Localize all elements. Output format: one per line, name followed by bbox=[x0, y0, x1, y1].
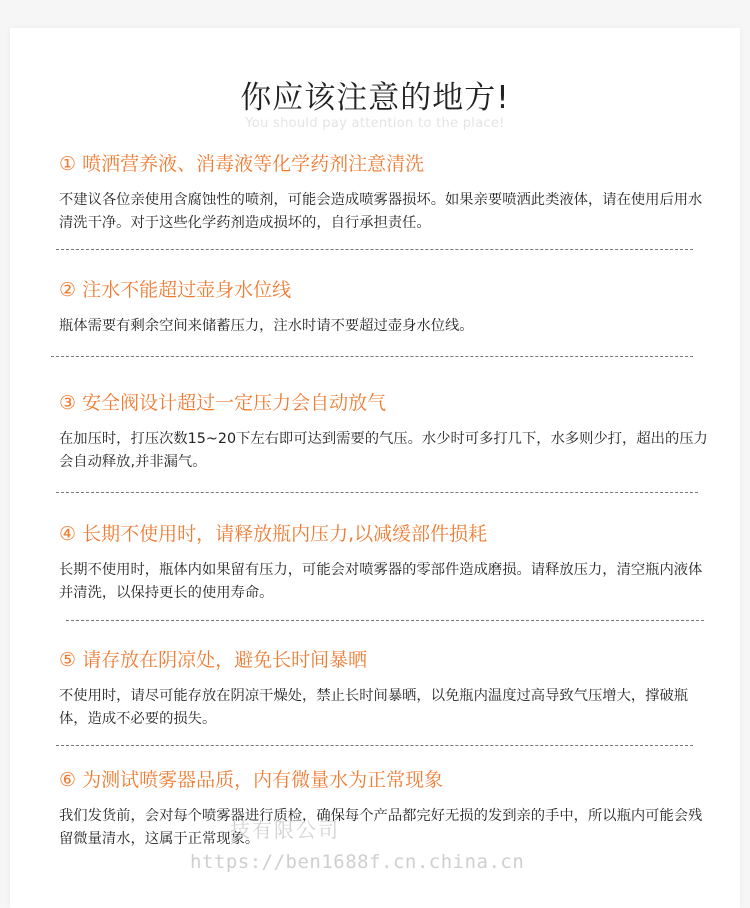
page-title: 你应该注意的地方! bbox=[240, 80, 510, 116]
notice-section-5 bbox=[59, 647, 709, 731]
notice-title-2: ② 注水不能超过壶身水位线 bbox=[59, 279, 292, 301]
notice-body-6: 我们发货前，会对每个喷雾器进行质检，确保每个产品都完好无损的发到亲的手中，所以瓶内可能会残留微量清水，这属于正常现象。 bbox=[59, 808, 703, 847]
notice-body-2: 瓶体需要有剩余空间来储蓄压力，注水时请不要超过壶身水位线。 bbox=[59, 318, 474, 334]
notice-title-3: ③ 安全阀设计超过一定压力会自动放气 bbox=[59, 392, 387, 414]
notice-section-1 bbox=[59, 151, 709, 235]
notice-body-5: 不使用时，请尽可能存放在阴凉干燥处，禁止长时间暴晒，以免瓶内温度过高导致气压增大，撑破瓶体，造成不必要的损失。 bbox=[59, 688, 689, 727]
notice-title-6: ⑥ 为测试喷雾器品质，内有微量水为正常现象 bbox=[59, 769, 444, 791]
notice-title-4: ④ 长期不使用时，请释放瓶内压力,以减缓部件损耗 bbox=[59, 523, 488, 545]
divider-2 bbox=[51, 356, 693, 357]
divider-3 bbox=[56, 492, 698, 493]
notice-body-4: 长期不使用时，瓶体内如果留有压力，可能会对喷雾器的零部件造成磨损。请释放压力，清空瓶内液体并清洗，以保持更长的使用寿命。 bbox=[59, 562, 703, 601]
notice-section-2 bbox=[59, 277, 709, 338]
page-subtitle: You should pay attention to the place! bbox=[245, 116, 505, 131]
notice-section-3 bbox=[59, 390, 709, 474]
divider-5 bbox=[56, 745, 693, 746]
notice-section-4 bbox=[59, 521, 709, 605]
notice-title-1: ① 喷洒营养液、消毒液等化学药剂注意清洗 bbox=[59, 153, 425, 175]
notice-body-3: 在加压时，打压次数15~20下左右即可达到需要的气压。水少时可多打几下，水多则少打，超出的压力会自动释放,并非漏气。 bbox=[59, 431, 708, 470]
watermark-url: https://ben1688f.cn.china.cn bbox=[190, 851, 525, 873]
watermark-company: 技有限公司 bbox=[230, 818, 340, 842]
notice-section-6 bbox=[59, 767, 709, 851]
notice-body-1: 不建议各位亲使用含腐蚀性的喷剂，可能会造成喷雾器损坏。如果亲要喷洒此类液体，请在使用后用水清洗干净。对于这些化学药剂造成损坏的，自行承担责任。 bbox=[59, 192, 703, 231]
divider-1 bbox=[56, 249, 693, 250]
divider-4 bbox=[66, 620, 704, 621]
notice-title-5: ⑤ 请存放在阴凉处，避免长时间暴晒 bbox=[59, 649, 368, 671]
